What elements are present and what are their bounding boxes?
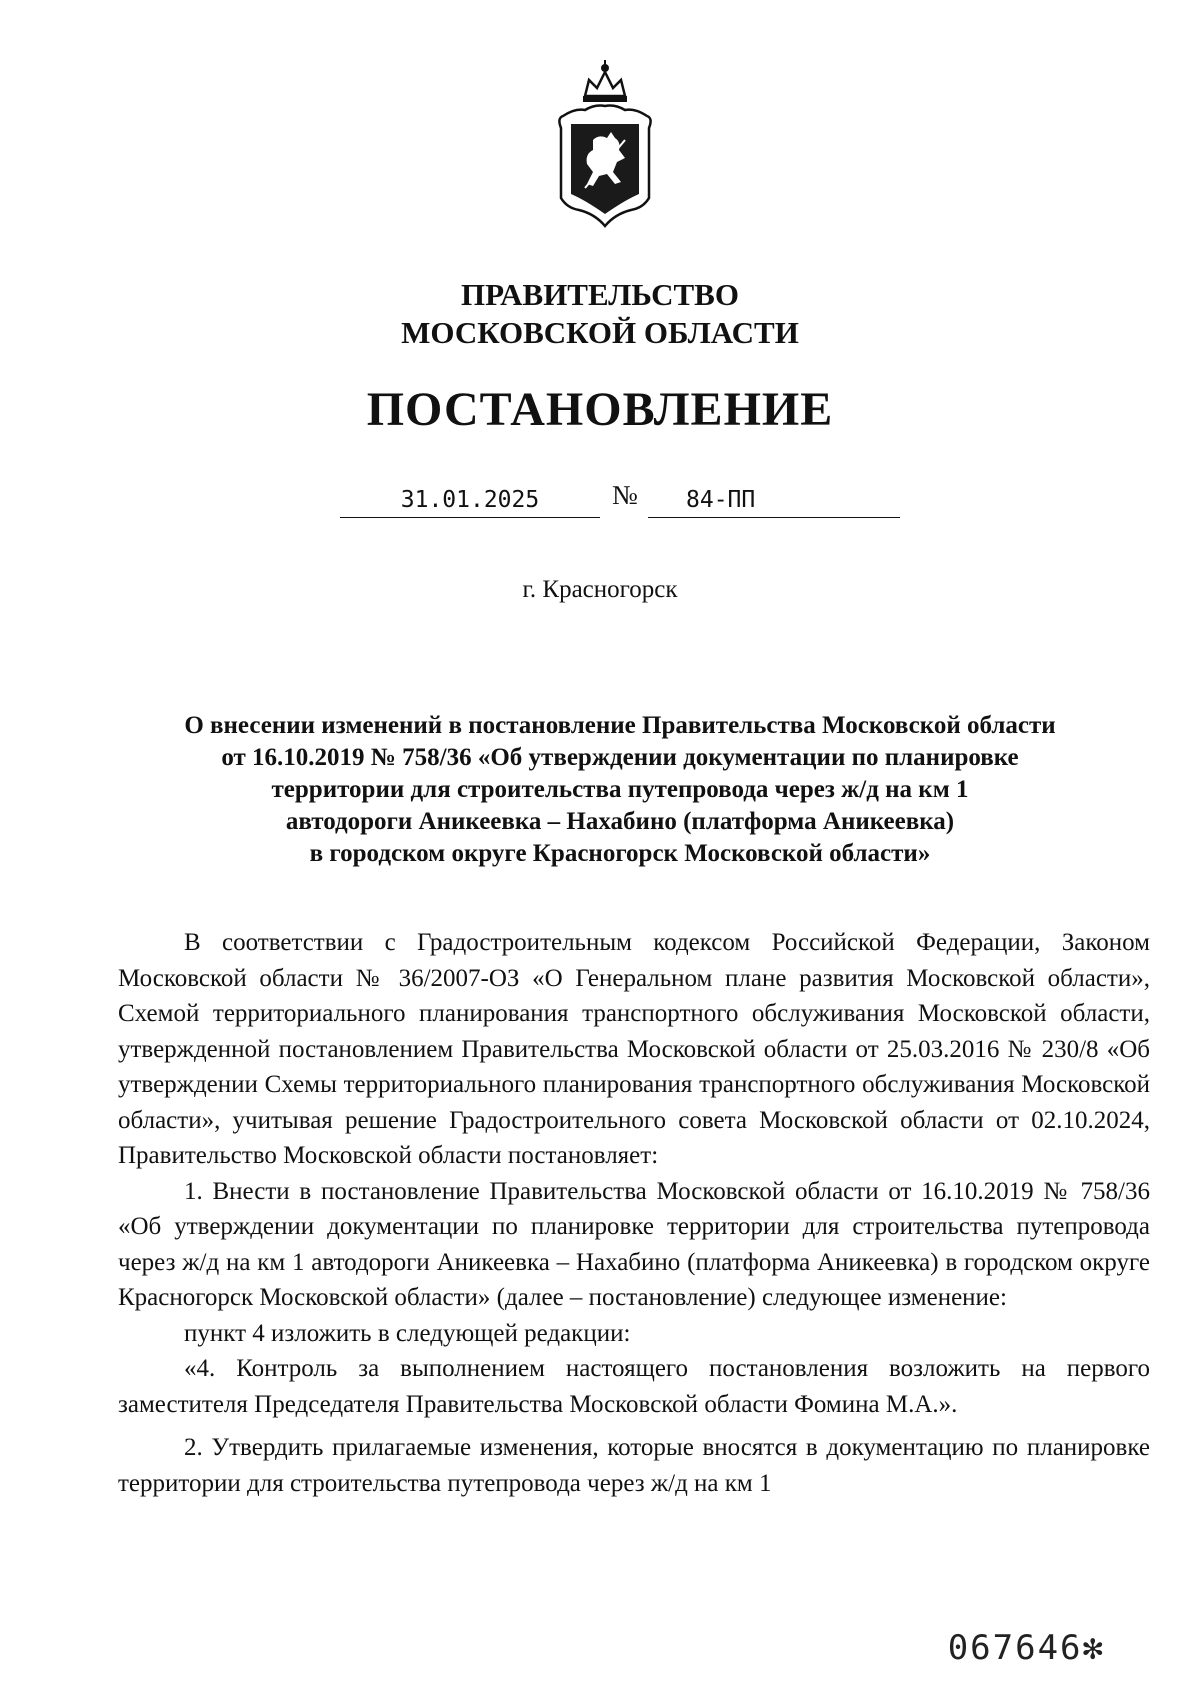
body-paragraph-clause-intro: пункт 4 изложить в следующей редакции: xyxy=(184,1319,631,1347)
serial-number: 067646 xyxy=(947,1628,1083,1668)
document-type-title: ПОСТАНОВЛЕНИЕ xyxy=(366,383,834,436)
body-paragraph-item-2: 2. Утвердить прилагаемые изменения, которые вносятся в документацию по планировке территории для строительства путепровода через ж/д на км 1 xyxy=(118,1434,1150,1497)
document-number: 84-ПП xyxy=(686,487,756,513)
body-paragraph-preamble: В соответствии с Градостроительным кодексом Российской Федерации, Законом Московской области № 36/2007-ОЗ «О Генеральном плане развития Московской области», Схемой территориального планирования транспортного обслуживания Московской области, утвержденной постановлением Правительства Московской области от 25.03.2016 № 230/8 «Об утверждении Схемы территориального планирования транспортного обслуживания Московской области», учитывая решение Градостроительного совета Московской области от 02.10.2024, Правительство Московской области постановляет: xyxy=(118,929,1150,1169)
serial-stamp xyxy=(948,1628,1105,1668)
government-name-line-2: МОСКОВСКОЙ ОБЛАСТИ xyxy=(401,315,799,350)
city-name: г. Красногорск xyxy=(522,576,678,603)
government-name-line-1: ПРАВИТЕЛЬСТВО xyxy=(461,277,739,312)
heading-line: от 16.10.2019 № 758/36 «Об утверждении документации по планировке xyxy=(221,744,1019,771)
heading-line: территории для строительства путепровода через ж/д на км 1 xyxy=(271,776,969,803)
body-paragraph-clause-4: «4. Контроль за выполнением настоящего постановления возложить на первого заместителя Председателя Правительства Московской области Фомина М.А.». xyxy=(118,1355,1150,1418)
document-number-field xyxy=(648,483,900,518)
asterisk-icon: ✻ xyxy=(1082,1628,1105,1668)
document-body xyxy=(118,925,1150,1501)
number-sign: № xyxy=(612,480,638,510)
heading-line: О внесении изменений в постановление Правительства Московской области xyxy=(184,712,1056,739)
document-heading xyxy=(120,710,1120,870)
coat-of-arms-icon xyxy=(555,58,655,228)
body-paragraph-item-1: 1. Внести в постановление Правительства Московской области от 16.10.2019 № 758/36 «Об утверждении документации по планировке территории для строительства путепровода через ж/д на км 1 автодороги Аникеевка – Нахабино (платформа Аникеевка) в городском округе Красногорск Московской области» (далее – постановление) следующее изменение: xyxy=(118,1177,1150,1311)
heading-line: в городском округе Красногорск Московской области» xyxy=(309,840,931,867)
heading-line: автодороги Аникеевка – Нахабино (платформа Аникеевка) xyxy=(285,808,955,835)
document-date: 31.01.2025 xyxy=(340,483,600,518)
